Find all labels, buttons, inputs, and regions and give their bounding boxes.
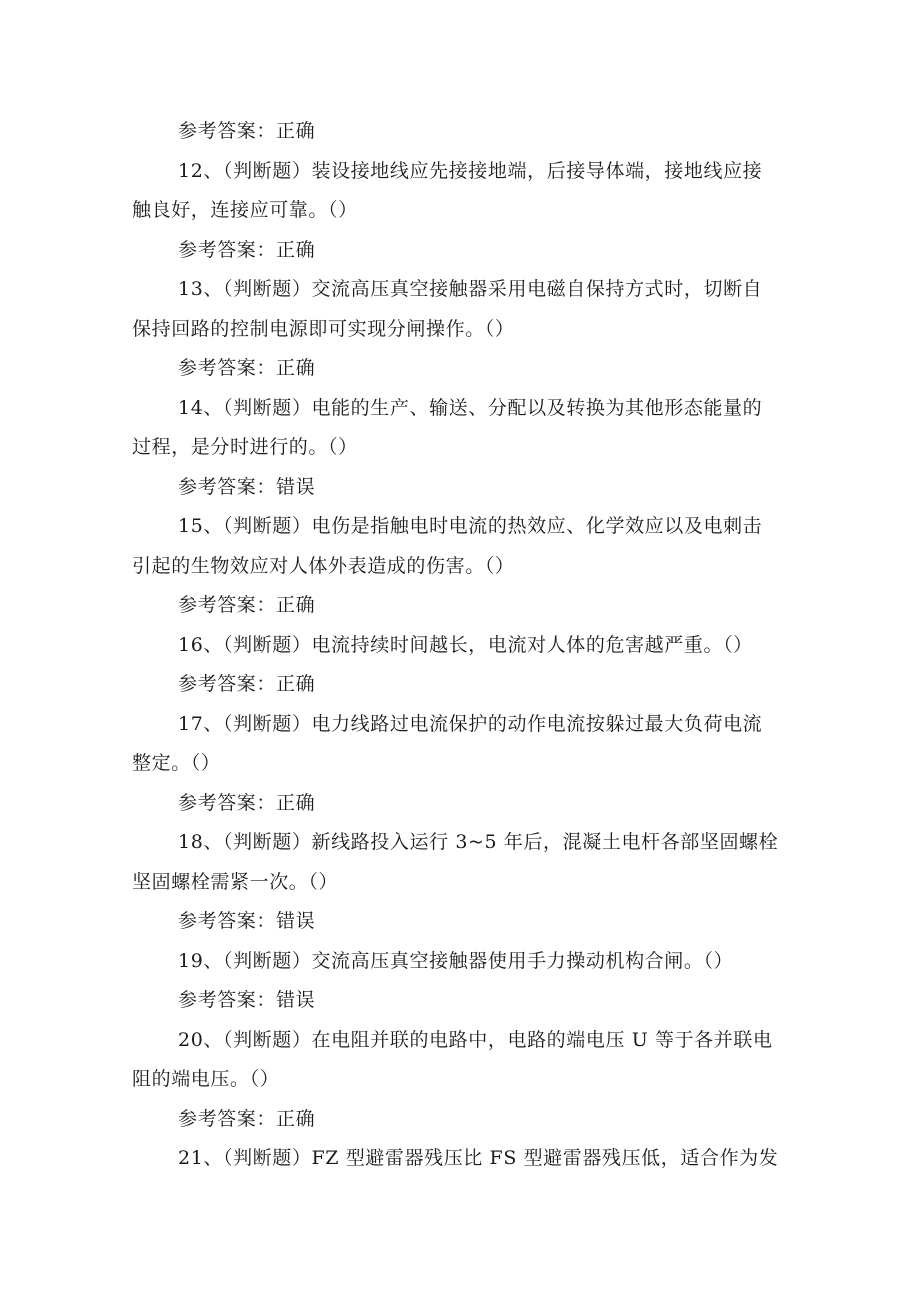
question-14-line-2: 过程，是分时进行的。（） xyxy=(132,436,358,458)
answer-12: 参考答案：正确 xyxy=(178,238,316,261)
question-13-line-2: 保持回路的控制电源即可实现分闸操作。（） xyxy=(132,317,515,340)
answer-18: 参考答案：错误 xyxy=(178,910,316,932)
document-body xyxy=(132,112,792,1179)
question-17-line-2: 整定。（） xyxy=(132,752,221,774)
answer-13: 参考答案：正确 xyxy=(178,357,316,379)
question-20-line-1: 20、（判断题）在电阻并联的电路中，电路的端电压 U 等于各并联电 xyxy=(178,1028,773,1051)
question-12-line-2: 触良好，连接应可靠。（） xyxy=(132,199,358,221)
question-12-line-1: 12、（判断题）装设接地线应先接接地端，后接导体端，接地线应接 xyxy=(178,159,763,182)
question-13-line-1: 13、（判断题）交流高压真空接触器采用电磁自保持方式时，切断自 xyxy=(178,278,763,300)
question-18-line-1: 18、（判断题）新线路投入运行 3~5 年后，混凝土电杆各部坚固螺栓 xyxy=(178,831,779,853)
question-18-line-2: 坚固螺栓需紧一次。（） xyxy=(132,870,339,893)
question-20-line-2: 阻的端电压。（） xyxy=(132,1068,280,1090)
question-17-line-1: 17、（判断题）电力线路过电流保护的动作电流按躲过最大负荷电流 xyxy=(178,712,763,735)
answer-15: 参考答案：正确 xyxy=(178,594,316,616)
question-16-line-1: 16、（判断题）电流持续时间越长，电流对人体的危害越严重。（） xyxy=(178,633,753,656)
question-21-line-1: 21、（判断题）FZ 型避雷器残压比 FS 型避雷器残压低，适合作为发 xyxy=(178,1147,779,1169)
question-15-line-2: 引起的生物效应对人体外表造成的伤害。（） xyxy=(132,554,515,577)
question-15-line-1: 15、（判断题）电伤是指触电时电流的热效应、化学效应以及电刺击 xyxy=(178,515,763,537)
answer-16: 参考答案：正确 xyxy=(178,673,316,695)
answer-17: 参考答案：正确 xyxy=(178,791,316,814)
answer-14: 参考答案：错误 xyxy=(178,475,316,498)
answer-19: 参考答案：错误 xyxy=(178,989,316,1011)
question-14-line-1: 14、（判断题）电能的生产、输送、分配以及转换为其他形态能量的 xyxy=(178,396,763,419)
answer-20: 参考答案：正确 xyxy=(178,1107,316,1130)
answer-line: 参考答案：正确 xyxy=(178,120,316,142)
question-19-line-1: 19、（判断题）交流高压真空接触器使用手力操动机构合闸。（） xyxy=(178,949,734,972)
